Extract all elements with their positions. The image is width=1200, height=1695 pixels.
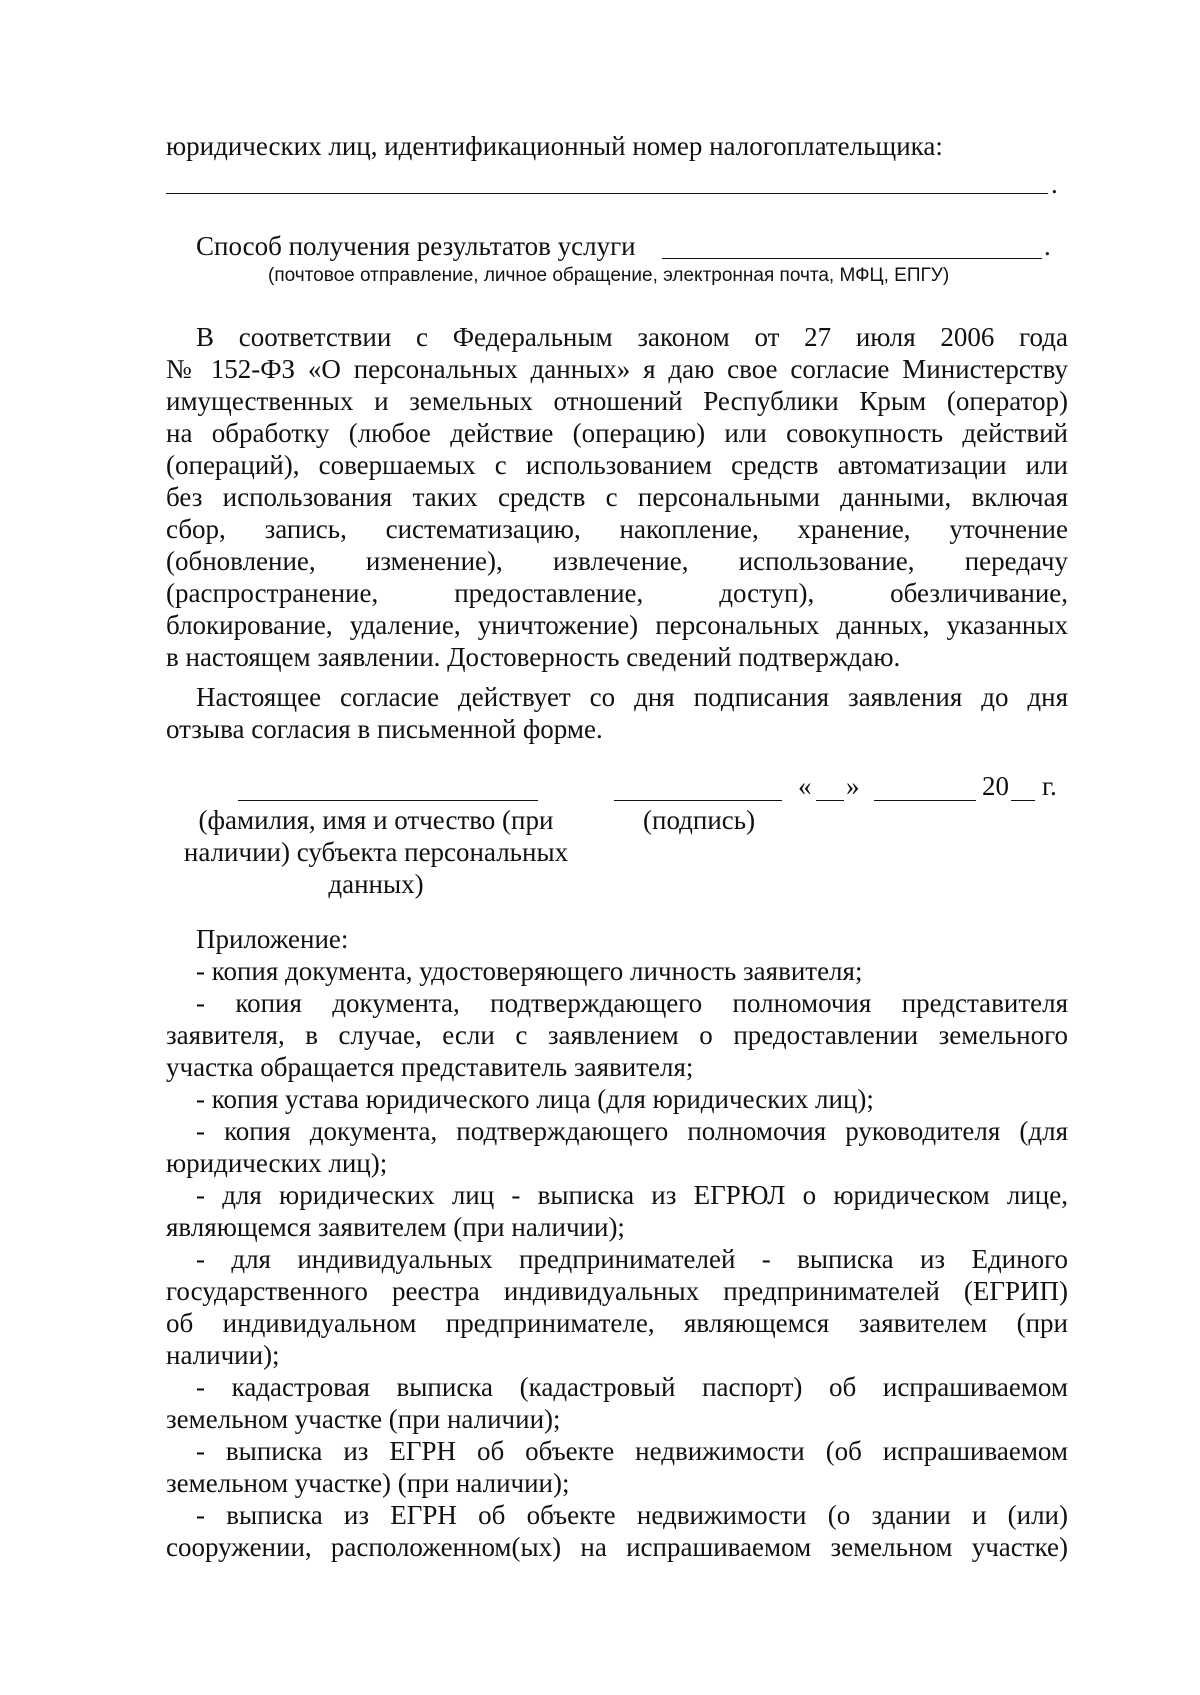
consent-line: блокирование, удаление, уничтожение) персональных данных, указанных bbox=[166, 610, 1068, 640]
attachment-line: - копия документа, подтверждающего полномочия руководителя (для bbox=[196, 1116, 1068, 1146]
signature-blank-line bbox=[614, 800, 782, 801]
delivery-blank-line bbox=[662, 258, 1042, 259]
consent-line: в настоящем заявлении. Достоверность сведений подтверждаю. bbox=[166, 642, 901, 672]
attachment-line: юридических лиц); bbox=[166, 1148, 388, 1178]
validity-line: Настоящее согласие действует со дня подписания заявления до дня bbox=[196, 682, 1068, 712]
name-caption: наличии) субъекта персональных bbox=[183, 837, 569, 867]
consent-line: сбор, запись, систематизацию, накопление, хранение, уточнение bbox=[166, 514, 1068, 544]
consent-line: имущественных и земельных отношений Республики Крым (оператор) bbox=[166, 386, 1068, 416]
attachment-line: - копия устава юридического лица (для юридических лиц); bbox=[196, 1084, 874, 1114]
attachment-line: участка обращается представитель заявителя; bbox=[166, 1052, 694, 1082]
consent-line: № 152-ФЗ «О персональных данных» я даю свое согласие Министерству bbox=[166, 354, 1068, 384]
attachment-line: земельном участке) (при наличии); bbox=[166, 1468, 570, 1498]
delivery-end: . bbox=[1044, 231, 1051, 261]
year-prefix: 20 bbox=[982, 771, 1009, 801]
attachment-line: государственного реестра индивидуальных предпринимателей (ЕГРИП) bbox=[166, 1276, 1068, 1306]
year-suffix: г. bbox=[1042, 771, 1057, 801]
attachment-line: - копия документа, подтверждающего полномочия представителя bbox=[196, 988, 1068, 1018]
consent-line: на обработку (любое действие (операцию) или совокупность действий bbox=[166, 418, 1068, 448]
attachment-line: - для индивидуальных предпринимателей - выписка из Единого bbox=[196, 1244, 1068, 1274]
attachment-line: наличии); bbox=[166, 1340, 280, 1370]
attachment-line: сооружении, расположенном(ых) на испрашиваемом земельном участке) bbox=[166, 1532, 1068, 1562]
consent-line: (распространение, предоставление, доступ), обезличивание, bbox=[166, 578, 1068, 608]
consent-line: без использования таких средств с персональными данными, включая bbox=[166, 482, 1068, 512]
attachments-title: Приложение: bbox=[196, 924, 349, 954]
date-open-quote: « bbox=[798, 771, 812, 801]
attachment-line: - кадастровая выписка (кадастровый паспорт) об испрашиваемом bbox=[196, 1372, 1068, 1402]
attachment-line: об индивидуальном предпринимателе, являющемся заявителем (при bbox=[166, 1308, 1068, 1338]
validity-line: отзыва согласия в письменной форме. bbox=[166, 714, 603, 744]
name-caption: (фамилия, имя и отчество (при bbox=[198, 805, 554, 835]
delivery-label: Способ получения результатов услуги bbox=[196, 231, 636, 261]
header-line: юридических лиц, идентификационный номер налогоплательщика: bbox=[166, 131, 943, 161]
consent-line: В соответствии с Федеральным законом от 27 июля 2006 года bbox=[196, 322, 1068, 352]
header-line-end: . bbox=[1051, 169, 1058, 199]
attachment-line: заявителя, в случае, если с заявлением о предоставлении земельного bbox=[166, 1020, 1068, 1050]
delivery-hint: (почтовое отправление, личное обращение, электронная почта, МФЦ, ЕПГУ) bbox=[268, 265, 950, 286]
date-close-quote: » bbox=[846, 771, 860, 801]
inn-blank-line bbox=[166, 193, 1048, 194]
name-blank-line bbox=[238, 800, 538, 801]
attachment-line: являющемся заявителем (при наличии); bbox=[166, 1212, 625, 1242]
year-blank-line bbox=[1011, 800, 1035, 801]
consent-line: (операций), совершаемых с использованием средств автоматизации или bbox=[166, 450, 1068, 480]
attachment-line: - выписка из ЕГРН об объекте недвижимости (о здании и (или) bbox=[196, 1500, 1068, 1530]
day-blank-line bbox=[816, 800, 844, 801]
name-caption: данных) bbox=[328, 869, 424, 899]
attachment-line: - копия документа, удостоверяющего личность заявителя; bbox=[196, 956, 863, 986]
consent-line: (обновление, изменение), извлечение, использование, передачу bbox=[166, 546, 1068, 576]
month-blank-line bbox=[874, 800, 976, 801]
signature-caption: (подпись) bbox=[643, 805, 756, 835]
attachment-line: - выписка из ЕГРН об объекте недвижимости (об испрашиваемом bbox=[196, 1436, 1068, 1466]
attachment-line: земельном участке (при наличии); bbox=[166, 1404, 561, 1434]
attachment-line: - для юридических лиц - выписка из ЕГРЮЛ о юридическом лице, bbox=[196, 1180, 1068, 1210]
